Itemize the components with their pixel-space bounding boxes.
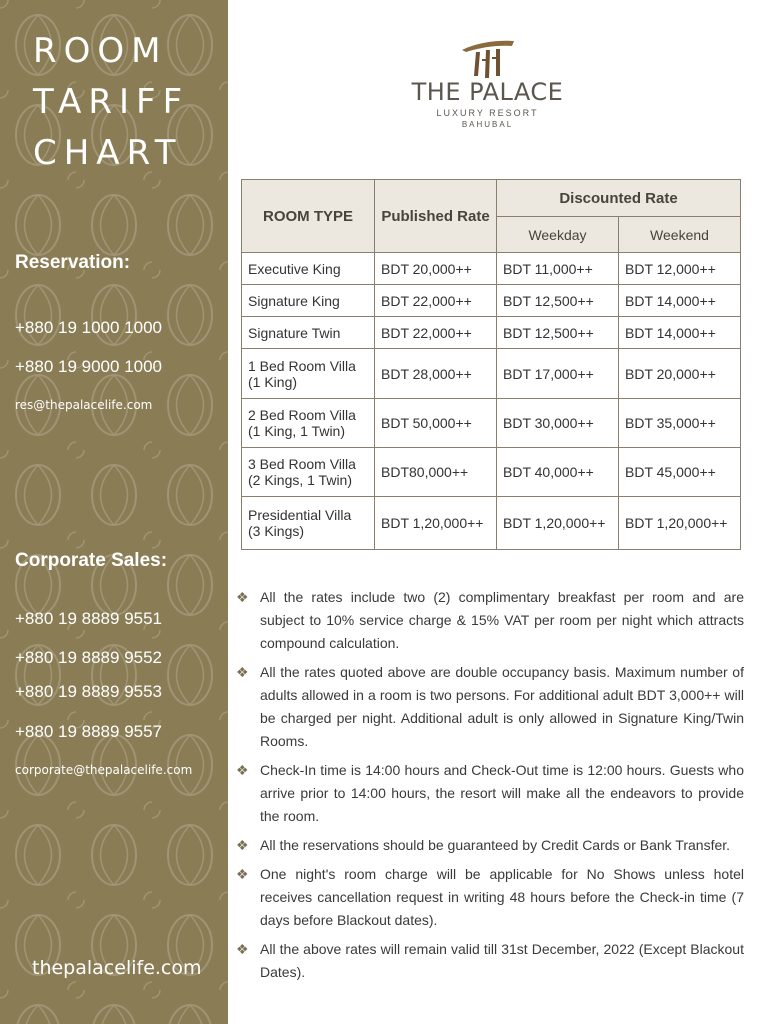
note-text: All the rates quoted above are double occupancy basis. Maximum number of adults allowed in a room is two persons. For additional adult BDT 3,000++ will be charged per night. Additional adult is only allowed in Signature King/Twin Rooms. [260, 664, 744, 749]
corporate-sales-label: Corporate Sales: [15, 550, 168, 571]
note-text: All the reservations should be guaranteed by Credit Cards or Bank Transfer. [260, 837, 731, 853]
header-weekend: Weekend [619, 217, 741, 253]
note-text: Check-In time is 14:00 hours and Check-Out time is 12:00 hours. Guests who arrive prior to 14:00 hours, the resort will make all the endeavors to provide the room. [260, 762, 744, 824]
sidebar [0, 0, 228, 1024]
table-row [242, 317, 741, 349]
cell-published: BDT 50,000++ [375, 399, 497, 448]
table-row [242, 349, 741, 399]
list-item [236, 586, 744, 655]
list-item [236, 759, 744, 828]
resort-location: BAHUBAL [461, 120, 514, 129]
cell-weekday: BDT 17,000++ [497, 349, 619, 399]
cell-room: 3 Bed Room Villa (2 Kings, 1 Twin) [242, 448, 375, 497]
header-room-type: ROOM TYPE [242, 180, 375, 253]
tariff-table [241, 179, 741, 550]
note-text: All the rates include two (2) complimentary breakfast per room and are subject to 10% service charge & 15% VAT per room per night which attracts compound calculation. [260, 589, 744, 651]
bullet-icon: ❖ [236, 941, 249, 957]
cell-weekend: BDT 14,000++ [619, 285, 741, 317]
cell-room: 2 Bed Room Villa (1 King, 1 Twin) [242, 399, 375, 448]
cell-room: Signature Twin [242, 317, 375, 349]
palace-logo-icon [458, 38, 518, 80]
cell-weekend: BDT 1,20,000++ [619, 497, 741, 550]
bullet-icon: ❖ [236, 589, 249, 605]
table-row [242, 399, 741, 448]
header-discounted-rate: Discounted Rate [497, 180, 741, 217]
cell-weekday: BDT 40,000++ [497, 448, 619, 497]
website-link[interactable]: thepalacelife.com [32, 957, 202, 979]
cell-published: BDT 28,000++ [375, 349, 497, 399]
corporate-phone[interactable]: +880 19 8889 9552 [15, 648, 163, 667]
table-row [242, 448, 741, 497]
terms-list [236, 586, 744, 990]
list-item [236, 863, 744, 932]
cell-weekday: BDT 30,000++ [497, 399, 619, 448]
header-published-rate: Published Rate [375, 180, 497, 253]
corporate-phone[interactable]: +880 19 8889 9557 [15, 722, 163, 741]
cell-room: Signature King [242, 285, 375, 317]
cell-weekend: BDT 14,000++ [619, 317, 741, 349]
cell-weekend: BDT 45,000++ [619, 448, 741, 497]
title-line: CHART [33, 133, 183, 173]
resort-subtitle: LUXURY RESORT [436, 108, 539, 118]
reservation-phone[interactable]: +880 19 9000 1000 [15, 357, 163, 376]
table-row [242, 497, 741, 550]
tariff-body [242, 253, 741, 550]
cell-published: BDT 1,20,000++ [375, 497, 497, 550]
tariff-chart-title [33, 26, 189, 179]
bullet-icon: ❖ [236, 837, 249, 853]
resort-logo [400, 38, 575, 129]
bullet-icon: ❖ [236, 664, 249, 680]
cell-weekday: BDT 11,000++ [497, 253, 619, 285]
cell-published: BDT80,000++ [375, 448, 497, 497]
cell-weekday: BDT 12,500++ [497, 317, 619, 349]
cell-published: BDT 22,000++ [375, 285, 497, 317]
list-item [236, 938, 744, 984]
list-item [236, 661, 744, 753]
reservation-label: Reservation: [15, 252, 131, 273]
bullet-icon: ❖ [236, 762, 249, 778]
cell-published: BDT 20,000++ [375, 253, 497, 285]
cell-weekend: BDT 12,000++ [619, 253, 741, 285]
cell-weekday: BDT 1,20,000++ [497, 497, 619, 550]
cell-published: BDT 22,000++ [375, 317, 497, 349]
corporate-email[interactable]: corporate@thepalacelife.com [15, 763, 193, 777]
title-line: ROOM [33, 31, 168, 71]
bullet-icon: ❖ [236, 866, 249, 882]
corporate-phone[interactable]: +880 19 8889 9551 [15, 609, 163, 628]
cell-room: Presidential Villa (3 Kings) [242, 497, 375, 550]
cell-room: Executive King [242, 253, 375, 285]
cell-room: 1 Bed Room Villa (1 King) [242, 349, 375, 399]
cell-weekend: BDT 35,000++ [619, 399, 741, 448]
cell-weekday: BDT 12,500++ [497, 285, 619, 317]
cell-weekend: BDT 20,000++ [619, 349, 741, 399]
corporate-phone[interactable]: +880 19 8889 9553 [15, 682, 163, 701]
list-item [236, 834, 744, 857]
title-line: TARIFF [33, 82, 190, 122]
resort-name: THE PALACE [411, 78, 564, 106]
header-weekday: Weekday [497, 217, 619, 253]
reservation-email[interactable]: res@thepalacelife.com [15, 398, 153, 412]
note-text: All the above rates will remain valid till 31st December, 2022 (Except Blackout Dates). [260, 941, 744, 980]
note-text: One night's room charge will be applicable for No Shows unless hotel receives cancellation request in writing 48 hours before the Check-in time (7 days before Blackout dates). [260, 866, 744, 928]
table-row [242, 253, 741, 285]
reservation-phone[interactable]: +880 19 1000 1000 [15, 318, 163, 337]
table-row [242, 285, 741, 317]
